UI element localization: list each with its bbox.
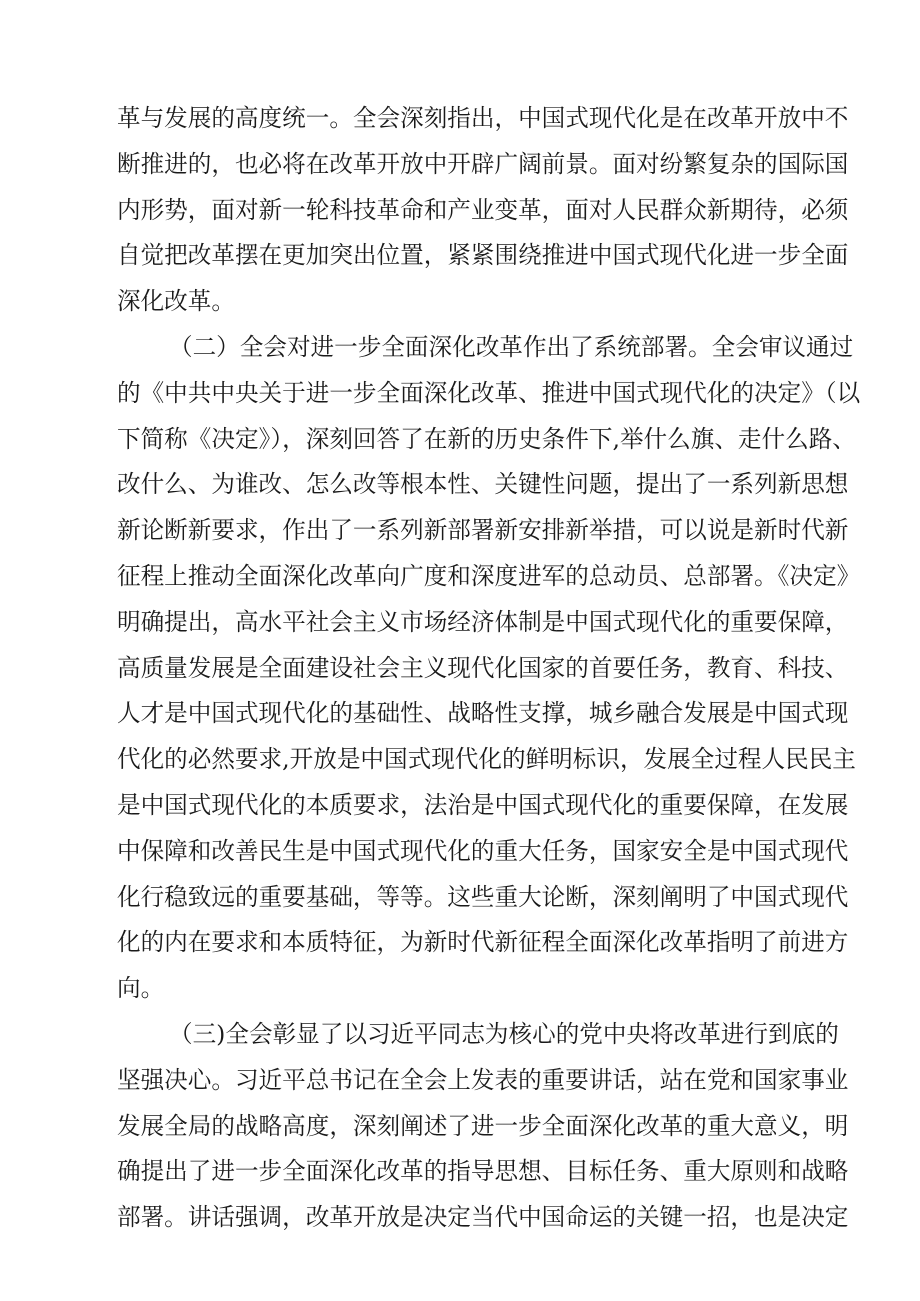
text-line: 是中国式现代化的本质要求，法治是中国式现代化的重要保障，在发展: [117, 790, 849, 819]
text-line: 深化改革。: [117, 287, 235, 316]
text-line: 部署。讲话强调，改革开放是决定当代中国命运的关键一招，也是决定: [117, 1203, 849, 1232]
text-line: 革与发展的高度统一。全会深刻指出，中国式现代化是在改革开放中不: [117, 104, 849, 132]
text-line: 征程上推动全面深化改革向广度和深度进军的总动员、总部署。《决定》: [117, 561, 861, 590]
text-line: 下简称《决定》），深刻回答了在新的历史条件下,举什么旗、走什么路、: [117, 424, 856, 453]
text-line: 中保障和改善民生是中国式现代化的重大任务，国家安全是中国式现代: [117, 836, 849, 865]
text-line: 的《中共中央关于进一步全面深化改革、推进中国式现代化的决定》（以: [117, 378, 861, 407]
text-line: 内形势，面对新一轮科技革命和产业变革，面对人民群众新期待，必须: [117, 195, 849, 224]
text-line: 高质量发展是全面建设社会主义现代化国家的首要任务，教育、科技、: [117, 653, 849, 682]
text-line: 断推进的，也必将在改革开放中开辟广阔前景。面对纷繁复杂的国际国: [117, 149, 849, 178]
text-line: 自觉把改革摆在更加突出位置，紧紧围绕推进中国式现代化进一步全面: [117, 241, 849, 270]
text-line: 向。: [117, 974, 165, 1003]
body-text: [117, 96, 861, 1241]
text-line: 化的内在要求和本质特征，为新时代新征程全面深化改革指明了前进方: [117, 928, 849, 957]
text-line: 新论断新要求，作出了一系列新部署新安排新举措，可以说是新时代新: [117, 516, 849, 545]
text-line: 确提出了进一步全面深化改革的指导思想、目标任务、重大原则和战略: [117, 1157, 849, 1186]
text-line: 改什么、为谁改、怎么改等根本性、关键性问题，提出了一系列新思想: [117, 470, 849, 499]
text-line: 发展全局的战略高度，深刻阐述了进一步全面深化改革的重大意义，明: [117, 1111, 849, 1140]
paragraph-heading-line: （二）全会对进一步全面深化改革作出了系统部署。全会审议通过: [169, 332, 854, 361]
text-line: 化行稳致远的重要基础，等等。这些重大论断，深刻阐明了中国式现代: [117, 882, 849, 911]
paragraph-heading-line: （三)全会彰显了以习近平同志为核心的党中央将改革进行到底的: [169, 1019, 839, 1048]
text-line: 人才是中国式现代化的基础性、战略性支撑，城乡融合发展是中国式现: [117, 699, 849, 728]
text-line: 明确提出，高水平社会主义市场经济体制是中国式现代化的重要保障，: [117, 607, 849, 636]
text-line: 代化的必然要求,开放是中国式现代化的鲜明标识，发展全过程人民民主: [117, 745, 856, 774]
text-line: 坚强决心。习近平总书记在全会上发表的重要讲话，站在党和国家事业: [117, 1065, 849, 1094]
